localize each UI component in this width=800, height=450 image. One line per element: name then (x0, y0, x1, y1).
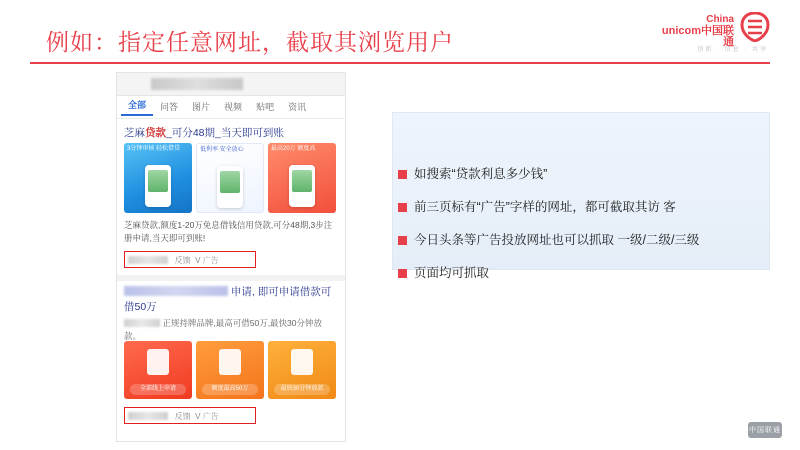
result-description-2 (124, 317, 338, 343)
list-item (398, 232, 770, 249)
search-bar[interactable] (117, 73, 345, 96)
ad-card-button[interactable]: 全部线上申请 (130, 384, 186, 395)
page-footer-chip: 中国联通 (748, 422, 782, 438)
ad-card[interactable] (268, 143, 336, 213)
result-footer-1: 反馈 V 广告 (128, 255, 219, 266)
list-item (398, 199, 770, 216)
hourglass-icon (291, 349, 313, 375)
phone-illustration-icon (217, 166, 243, 208)
result-description-2-text: 正规持牌品牌,最高可借50万,最快30分钟放款。 (124, 318, 323, 341)
title-divider (30, 62, 770, 64)
list-item (398, 265, 770, 282)
tab-all[interactable]: 全部 (121, 98, 153, 116)
ad-card[interactable] (196, 143, 264, 213)
bullet-text: 前三页标有“广告”字样的网址，都可截取其访 客 (414, 199, 676, 214)
result-title-2-text: 申请, 即可申请借款可借50万 (124, 286, 332, 314)
ad-card-row-1 (124, 143, 338, 213)
result-title-2[interactable] (124, 285, 338, 315)
bullet-list (398, 166, 770, 298)
tab-qa[interactable]: 问答 (160, 102, 179, 112)
result-title-1[interactable] (124, 125, 284, 140)
ad-card-row-2 (124, 341, 338, 399)
unicom-mark-icon (738, 12, 772, 42)
ad-card[interactable] (268, 341, 336, 399)
result-title-highlight: 贷款 (145, 127, 166, 139)
ad-card-caption: 低利率 安全放心 (200, 147, 244, 153)
ad-card[interactable] (124, 143, 192, 213)
page-title: 例如：指定任意网址，截取其浏览用户 (46, 29, 454, 55)
ad-card[interactable] (196, 341, 264, 399)
logo-tagline: 创新 · 信息 · 共享 (697, 47, 768, 53)
bullet-square-icon (398, 203, 407, 212)
ad-card-caption: 3分钟审核 轻松借贷 (127, 146, 181, 152)
search-tabs[interactable] (117, 95, 345, 119)
search-input-value (151, 78, 243, 90)
feedback-link[interactable]: 反馈 (174, 412, 191, 421)
phone-illustration-icon (289, 165, 315, 207)
ad-label: 广告 (202, 412, 219, 421)
ad-card-button[interactable]: 最快30分钟放款 (274, 384, 330, 395)
mobile-icon (147, 349, 169, 375)
blurred-title-part (124, 286, 228, 296)
logo-line-2: unicom中国联通 (661, 24, 734, 49)
tab-images[interactable]: 图片 (192, 102, 211, 112)
ad-card-caption: 最高20万 额度高 (271, 146, 316, 152)
china-unicom-logo (652, 12, 772, 54)
phone-illustration-icon (145, 165, 171, 207)
result-separator (117, 275, 345, 281)
ad-card-button[interactable]: 额度最高50万 (202, 384, 258, 395)
result-title-prefix: 芝麻 (124, 127, 145, 139)
bullet-text: 页面均可抓取 (414, 265, 490, 280)
money-bag-icon (219, 349, 241, 375)
bullet-square-icon (398, 236, 407, 245)
bullet-text: 如搜索“贷款利息多少钱” (414, 167, 548, 181)
tab-news[interactable]: 资讯 (288, 102, 307, 112)
ad-label: 广告 (202, 256, 219, 265)
ad-card[interactable] (124, 341, 192, 399)
result-footer-2: 反馈 V 广告 (128, 411, 219, 422)
bullet-square-icon (398, 269, 407, 278)
bullet-square-icon (398, 170, 407, 179)
result-description-1: 芝麻贷款,额度1-20万免息借钱信用贷款,可分48期,3步注册申请,当天即可到账! (124, 220, 333, 243)
highlight-box-ad-label-2 (124, 407, 256, 424)
logo-line-1: China (706, 14, 734, 25)
feedback-link[interactable]: 反馈 (174, 256, 191, 265)
result-title-suffix: _可分48期_当天即可到账 (166, 127, 284, 139)
bullet-text: 今日头条等广告投放网址也可以抓取 一级/二级/三级 (414, 232, 700, 247)
blurred-desc-part (124, 319, 160, 327)
tab-video[interactable]: 视频 (224, 102, 243, 112)
tab-tieba[interactable]: 贴吧 (256, 102, 275, 112)
list-item (398, 166, 770, 183)
highlight-box-ad-label-1 (124, 251, 256, 268)
search-result-screenshot (116, 72, 346, 442)
